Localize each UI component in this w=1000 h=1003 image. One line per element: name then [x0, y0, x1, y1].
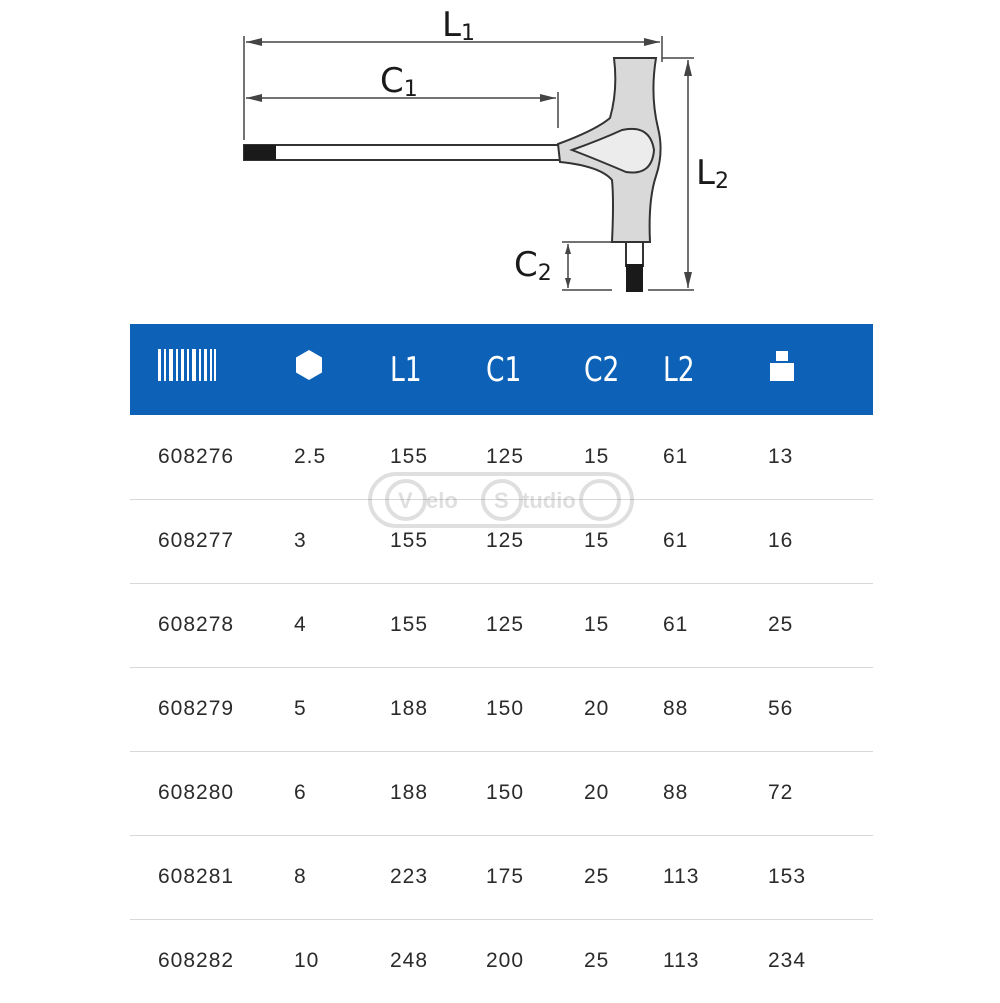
table-row: [130, 583, 873, 667]
table-row: [130, 751, 873, 835]
cell-weight: 56: [768, 697, 794, 720]
cell-article-number: 608280: [158, 781, 235, 804]
c1-arrow-left: [246, 94, 262, 102]
cell-l1: 188: [390, 781, 429, 804]
cell-l2: 88: [663, 697, 689, 720]
l2-label: L2: [696, 153, 729, 194]
cell-c2: 25: [584, 865, 610, 888]
c1-arrow-right: [540, 94, 556, 102]
l1-label: L1: [442, 5, 475, 46]
cell-c2: 15: [584, 444, 610, 468]
cell-article-number: 608282: [158, 949, 235, 973]
cell-hex-size: 4: [294, 613, 307, 636]
c2-label: C2: [514, 245, 552, 286]
header-l1: L1: [390, 349, 422, 390]
c2-arrow-bottom: [565, 278, 571, 288]
cell-hex-size: 2.5: [294, 444, 327, 468]
t-handle-diagram: [0, 0, 1000, 310]
cell-weight: 234: [768, 949, 807, 973]
cell-l1: 155: [390, 529, 429, 552]
cell-l1: 155: [390, 613, 429, 636]
cell-l1: 248: [390, 949, 429, 973]
header-weight: [768, 324, 873, 415]
cell-article-number: 608276: [158, 444, 235, 468]
cell-article-number: 608281: [158, 865, 235, 888]
cell-l2: 88: [663, 781, 689, 804]
svg-text:V: V: [398, 488, 413, 513]
table-row: [130, 667, 873, 751]
cell-c1: 125: [486, 529, 525, 552]
cell-l2: 113: [663, 865, 700, 888]
cell-c2: 20: [584, 781, 610, 804]
cell-hex-size: 5: [294, 697, 307, 720]
cell-l1: 188: [390, 697, 429, 720]
header-c1: C1: [486, 349, 522, 390]
cell-c1: 200: [486, 949, 525, 973]
c1-label: C1: [380, 61, 418, 102]
table-row: [130, 415, 873, 499]
barcode-icon: [158, 349, 216, 381]
cell-article-number: 608278: [158, 613, 235, 636]
header-hex-size: [294, 324, 390, 415]
svg-text:S: S: [494, 488, 509, 513]
cell-article-number: 608277: [158, 529, 235, 552]
cell-c2: 15: [584, 613, 610, 636]
l2-arrow-top: [684, 60, 692, 76]
l1-arrow-right: [644, 38, 660, 46]
cell-hex-size: 3: [294, 529, 307, 552]
key-tip-short: [244, 145, 276, 160]
l2-arrow-bottom: [684, 272, 692, 288]
cell-l2: 61: [663, 529, 689, 552]
cell-l1: 155: [390, 444, 429, 468]
table-header-row: [130, 324, 873, 415]
cell-c1: 125: [486, 444, 525, 468]
cell-hex-size: 6: [294, 781, 307, 804]
cell-article-number: 608279: [158, 697, 235, 720]
cell-weight: 13: [768, 444, 794, 468]
table-row: [130, 499, 873, 583]
l1-arrow-left: [246, 38, 262, 46]
cell-c2: 15: [584, 529, 610, 552]
cell-c2: 25: [584, 949, 610, 973]
header-l2: L2: [663, 349, 695, 390]
header-c2: C2: [584, 349, 620, 390]
weight-icon: [768, 351, 796, 381]
cell-c1: 175: [486, 865, 525, 888]
cell-weight: 25: [768, 613, 794, 636]
cell-weight: 16: [768, 529, 794, 552]
hexagon-icon: [294, 349, 324, 381]
cell-l2: 61: [663, 444, 689, 468]
cell-l2: 113: [663, 949, 700, 973]
cell-hex-size: 10: [294, 949, 320, 973]
spec-table: [130, 324, 873, 1003]
svg-text:elo: elo: [426, 488, 458, 513]
key-shaft: [244, 145, 564, 160]
c2-arrow-top: [565, 244, 571, 254]
header-article-number: [130, 324, 294, 415]
cell-weight: 72: [768, 781, 794, 804]
cell-c1: 150: [486, 697, 525, 720]
cell-weight: 153: [768, 865, 807, 888]
cell-c1: 125: [486, 613, 525, 636]
cell-hex-size: 8: [294, 865, 307, 888]
cell-c1: 150: [486, 781, 525, 804]
cell-l1: 223: [390, 865, 429, 888]
table-row: [130, 835, 873, 919]
cell-c2: 20: [584, 697, 610, 720]
svg-text:tudio: tudio: [522, 488, 576, 513]
key-leg: [626, 242, 643, 266]
table-row: [130, 919, 873, 1003]
key-tip-long: [626, 264, 643, 292]
cell-l2: 61: [663, 613, 689, 636]
